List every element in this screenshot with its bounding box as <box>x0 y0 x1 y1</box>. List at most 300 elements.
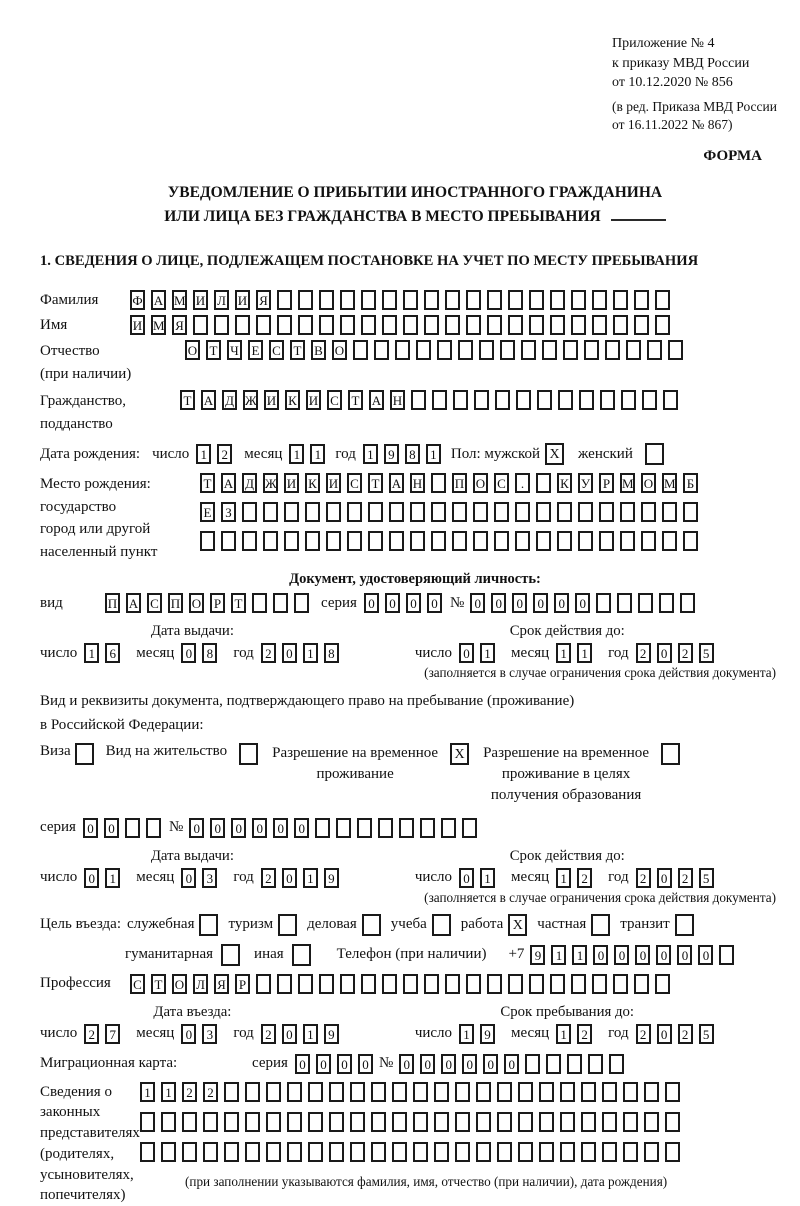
char-cell[interactable]: П <box>105 593 120 613</box>
char-cell[interactable] <box>357 818 372 838</box>
purpose-business-checkbox[interactable] <box>362 914 381 936</box>
char-cell[interactable]: 0 <box>459 868 474 888</box>
char-cell[interactable]: Е <box>248 340 263 360</box>
char-cell[interactable] <box>319 315 334 335</box>
char-cell[interactable] <box>266 1142 281 1162</box>
char-cell[interactable] <box>392 1112 407 1132</box>
char-cell[interactable] <box>466 290 481 310</box>
char-cell[interactable] <box>182 1142 197 1162</box>
char-cell[interactable] <box>413 1142 428 1162</box>
char-cell[interactable] <box>266 1082 281 1102</box>
char-cell[interactable] <box>474 390 489 410</box>
char-cell[interactable] <box>455 1082 470 1102</box>
char-cell[interactable]: И <box>193 290 208 310</box>
char-cell[interactable] <box>578 502 593 522</box>
char-cell[interactable] <box>382 315 397 335</box>
char-cell[interactable] <box>600 390 615 410</box>
char-cell[interactable]: 9 <box>480 1024 495 1044</box>
char-cell[interactable] <box>221 531 236 551</box>
char-cell[interactable]: Я <box>256 290 271 310</box>
char-cell[interactable] <box>647 340 662 360</box>
char-cell[interactable] <box>245 1142 260 1162</box>
char-cell[interactable]: 1 <box>161 1082 176 1102</box>
char-cell[interactable] <box>592 315 607 335</box>
char-cell[interactable] <box>563 340 578 360</box>
char-cell[interactable] <box>487 315 502 335</box>
char-cell[interactable] <box>319 290 334 310</box>
sex-female-checkbox[interactable] <box>645 443 664 465</box>
char-cell[interactable] <box>350 1112 365 1132</box>
char-cell[interactable] <box>473 531 488 551</box>
char-cell[interactable] <box>536 473 551 493</box>
purpose-humanitarian-checkbox[interactable] <box>221 944 240 966</box>
char-cell[interactable] <box>161 1112 176 1132</box>
char-cell[interactable]: 0 <box>181 1024 196 1044</box>
char-cell[interactable] <box>437 340 452 360</box>
char-cell[interactable]: К <box>305 473 320 493</box>
char-cell[interactable]: 2 <box>261 868 276 888</box>
char-cell[interactable]: Л <box>214 290 229 310</box>
char-cell[interactable] <box>252 593 267 613</box>
char-cell[interactable]: 8 <box>405 444 420 464</box>
char-cell[interactable]: 0 <box>210 818 225 838</box>
char-cell[interactable] <box>245 1112 260 1132</box>
char-cell[interactable] <box>529 974 544 994</box>
char-cell[interactable] <box>557 531 572 551</box>
char-cell[interactable]: 1 <box>196 444 211 464</box>
char-cell[interactable] <box>273 593 288 613</box>
char-cell[interactable] <box>266 1112 281 1132</box>
char-cell[interactable]: О <box>189 593 204 613</box>
char-cell[interactable] <box>361 290 376 310</box>
char-cell[interactable]: Б <box>683 473 698 493</box>
char-cell[interactable]: Т <box>348 390 363 410</box>
char-cell[interactable] <box>368 502 383 522</box>
char-cell[interactable] <box>500 340 515 360</box>
char-cell[interactable] <box>596 593 611 613</box>
char-cell[interactable]: 7 <box>105 1024 120 1044</box>
char-cell[interactable] <box>445 974 460 994</box>
char-cell[interactable] <box>424 974 439 994</box>
char-cell[interactable] <box>473 502 488 522</box>
char-cell[interactable] <box>546 1054 561 1074</box>
char-cell[interactable] <box>521 340 536 360</box>
char-cell[interactable]: С <box>269 340 284 360</box>
char-cell[interactable]: 1 <box>480 643 495 663</box>
char-cell[interactable]: 0 <box>441 1054 456 1074</box>
char-cell[interactable] <box>508 974 523 994</box>
char-cell[interactable] <box>224 1142 239 1162</box>
char-cell[interactable] <box>620 502 635 522</box>
char-cell[interactable]: 9 <box>324 868 339 888</box>
char-cell[interactable] <box>424 315 439 335</box>
char-cell[interactable]: О <box>473 473 488 493</box>
char-cell[interactable] <box>392 1082 407 1102</box>
char-cell[interactable]: 0 <box>273 818 288 838</box>
visa-checkbox[interactable] <box>75 743 94 765</box>
sex-male-checkbox[interactable]: X <box>545 443 564 465</box>
char-cell[interactable]: 0 <box>181 643 196 663</box>
char-cell[interactable] <box>623 1142 638 1162</box>
char-cell[interactable]: 1 <box>105 868 120 888</box>
char-cell[interactable] <box>602 1112 617 1132</box>
char-cell[interactable] <box>634 290 649 310</box>
char-cell[interactable] <box>340 315 355 335</box>
char-cell[interactable] <box>571 315 586 335</box>
char-cell[interactable] <box>413 1112 428 1132</box>
char-cell[interactable] <box>529 315 544 335</box>
char-cell[interactable] <box>665 1112 680 1132</box>
char-cell[interactable] <box>224 1112 239 1132</box>
char-cell[interactable] <box>605 340 620 360</box>
char-cell[interactable] <box>326 502 341 522</box>
char-cell[interactable]: 1 <box>459 1024 474 1044</box>
char-cell[interactable] <box>350 1082 365 1102</box>
char-cell[interactable] <box>599 502 614 522</box>
char-cell[interactable] <box>308 1112 323 1132</box>
char-cell[interactable]: 0 <box>337 1054 352 1074</box>
char-cell[interactable] <box>613 290 628 310</box>
residence-permit-checkbox[interactable] <box>239 743 258 765</box>
char-cell[interactable]: 9 <box>530 945 545 965</box>
char-cell[interactable]: О <box>172 974 187 994</box>
char-cell[interactable] <box>641 531 656 551</box>
char-cell[interactable] <box>581 1142 596 1162</box>
char-cell[interactable]: И <box>235 290 250 310</box>
char-cell[interactable]: 2 <box>203 1082 218 1102</box>
char-cell[interactable]: 0 <box>364 593 379 613</box>
char-cell[interactable] <box>431 531 446 551</box>
char-cell[interactable]: М <box>172 290 187 310</box>
char-cell[interactable] <box>277 315 292 335</box>
char-cell[interactable] <box>256 315 271 335</box>
char-cell[interactable]: 0 <box>427 593 442 613</box>
char-cell[interactable] <box>680 593 695 613</box>
char-cell[interactable]: 0 <box>554 593 569 613</box>
char-cell[interactable] <box>389 531 404 551</box>
char-cell[interactable]: 2 <box>636 868 651 888</box>
char-cell[interactable]: 0 <box>575 593 590 613</box>
char-cell[interactable] <box>284 531 299 551</box>
char-cell[interactable] <box>634 315 649 335</box>
char-cell[interactable] <box>683 531 698 551</box>
char-cell[interactable] <box>571 974 586 994</box>
char-cell[interactable] <box>479 340 494 360</box>
char-cell[interactable]: 1 <box>303 868 318 888</box>
char-cell[interactable]: М <box>151 315 166 335</box>
char-cell[interactable]: Я <box>172 315 187 335</box>
char-cell[interactable]: З <box>221 502 236 522</box>
char-cell[interactable]: Д <box>222 390 237 410</box>
purpose-official-checkbox[interactable] <box>199 914 218 936</box>
char-cell[interactable] <box>382 290 397 310</box>
char-cell[interactable] <box>550 315 565 335</box>
char-cell[interactable] <box>361 974 376 994</box>
char-cell[interactable] <box>599 531 614 551</box>
char-cell[interactable] <box>620 531 635 551</box>
char-cell[interactable] <box>659 593 674 613</box>
char-cell[interactable]: 0 <box>294 818 309 838</box>
char-cell[interactable] <box>140 1142 155 1162</box>
char-cell[interactable] <box>494 531 509 551</box>
char-cell[interactable] <box>308 1142 323 1162</box>
char-cell[interactable]: 1 <box>556 1024 571 1044</box>
char-cell[interactable]: 0 <box>181 868 196 888</box>
char-cell[interactable]: 0 <box>462 1054 477 1074</box>
char-cell[interactable]: 0 <box>231 818 246 838</box>
char-cell[interactable] <box>567 1054 582 1074</box>
char-cell[interactable]: Ф <box>130 290 145 310</box>
char-cell[interactable]: 0 <box>677 945 692 965</box>
char-cell[interactable]: 0 <box>698 945 713 965</box>
char-cell[interactable] <box>445 315 460 335</box>
char-cell[interactable] <box>617 593 632 613</box>
char-cell[interactable] <box>642 390 657 410</box>
char-cell[interactable] <box>315 818 330 838</box>
char-cell[interactable]: 0 <box>635 945 650 965</box>
char-cell[interactable] <box>516 390 531 410</box>
char-cell[interactable] <box>455 1112 470 1132</box>
char-cell[interactable]: 1 <box>556 643 571 663</box>
char-cell[interactable]: М <box>662 473 677 493</box>
char-cell[interactable]: Т <box>200 473 215 493</box>
char-cell[interactable] <box>455 1142 470 1162</box>
char-cell[interactable]: Д <box>242 473 257 493</box>
char-cell[interactable] <box>476 1082 491 1102</box>
char-cell[interactable] <box>214 315 229 335</box>
char-cell[interactable] <box>497 1082 512 1102</box>
purpose-other-checkbox[interactable] <box>292 944 311 966</box>
char-cell[interactable]: 8 <box>324 643 339 663</box>
char-cell[interactable]: 0 <box>504 1054 519 1074</box>
char-cell[interactable] <box>350 1142 365 1162</box>
char-cell[interactable]: К <box>285 390 300 410</box>
purpose-private-checkbox[interactable] <box>591 914 610 936</box>
edu-permit-checkbox[interactable] <box>661 743 680 765</box>
char-cell[interactable]: 2 <box>182 1082 197 1102</box>
char-cell[interactable] <box>140 1112 155 1132</box>
char-cell[interactable] <box>644 1112 659 1132</box>
char-cell[interactable]: Р <box>599 473 614 493</box>
char-cell[interactable] <box>602 1082 617 1102</box>
char-cell[interactable] <box>626 340 641 360</box>
char-cell[interactable] <box>518 1112 533 1132</box>
char-cell[interactable] <box>263 502 278 522</box>
char-cell[interactable] <box>245 1082 260 1102</box>
char-cell[interactable]: Е <box>200 502 215 522</box>
char-cell[interactable]: 2 <box>577 1024 592 1044</box>
char-cell[interactable] <box>235 315 250 335</box>
char-cell[interactable] <box>434 1142 449 1162</box>
char-cell[interactable] <box>571 290 586 310</box>
purpose-work-checkbox[interactable]: X <box>508 914 527 936</box>
char-cell[interactable] <box>539 1142 554 1162</box>
char-cell[interactable] <box>371 1142 386 1162</box>
char-cell[interactable]: И <box>306 390 321 410</box>
char-cell[interactable] <box>319 974 334 994</box>
char-cell[interactable] <box>329 1112 344 1132</box>
char-cell[interactable]: 0 <box>104 818 119 838</box>
char-cell[interactable] <box>182 1112 197 1132</box>
char-cell[interactable] <box>655 315 670 335</box>
char-cell[interactable] <box>518 1082 533 1102</box>
char-cell[interactable]: С <box>130 974 145 994</box>
char-cell[interactable] <box>466 315 481 335</box>
char-cell[interactable] <box>392 1142 407 1162</box>
char-cell[interactable] <box>462 818 477 838</box>
char-cell[interactable]: 0 <box>614 945 629 965</box>
char-cell[interactable]: В <box>311 340 326 360</box>
char-cell[interactable] <box>508 290 523 310</box>
char-cell[interactable] <box>411 390 426 410</box>
char-cell[interactable] <box>719 945 734 965</box>
char-cell[interactable] <box>655 974 670 994</box>
char-cell[interactable] <box>203 1112 218 1132</box>
char-cell[interactable]: С <box>327 390 342 410</box>
char-cell[interactable]: 0 <box>189 818 204 838</box>
char-cell[interactable] <box>347 502 362 522</box>
char-cell[interactable] <box>340 974 355 994</box>
char-cell[interactable] <box>431 473 446 493</box>
char-cell[interactable] <box>298 290 313 310</box>
char-cell[interactable] <box>452 502 467 522</box>
char-cell[interactable]: А <box>126 593 141 613</box>
char-cell[interactable] <box>308 1082 323 1102</box>
char-cell[interactable]: Ч <box>227 340 242 360</box>
char-cell[interactable]: 3 <box>202 1024 217 1044</box>
char-cell[interactable]: И <box>326 473 341 493</box>
char-cell[interactable] <box>497 1142 512 1162</box>
char-cell[interactable]: С <box>147 593 162 613</box>
char-cell[interactable]: Р <box>210 593 225 613</box>
char-cell[interactable] <box>621 390 636 410</box>
char-cell[interactable] <box>413 1082 428 1102</box>
char-cell[interactable]: 2 <box>84 1024 99 1044</box>
char-cell[interactable] <box>515 531 530 551</box>
char-cell[interactable] <box>560 1112 575 1132</box>
char-cell[interactable]: 0 <box>656 945 671 965</box>
char-cell[interactable]: 0 <box>316 1054 331 1074</box>
char-cell[interactable]: 0 <box>399 1054 414 1074</box>
purpose-tourism-checkbox[interactable] <box>278 914 297 936</box>
char-cell[interactable] <box>581 1082 596 1102</box>
char-cell[interactable]: 0 <box>385 593 400 613</box>
char-cell[interactable]: 0 <box>282 868 297 888</box>
char-cell[interactable] <box>508 315 523 335</box>
char-cell[interactable]: Т <box>290 340 305 360</box>
char-cell[interactable] <box>487 974 502 994</box>
char-cell[interactable]: 0 <box>533 593 548 613</box>
char-cell[interactable]: С <box>494 473 509 493</box>
purpose-transit-checkbox[interactable] <box>675 914 694 936</box>
char-cell[interactable] <box>560 1082 575 1102</box>
char-cell[interactable] <box>495 390 510 410</box>
char-cell[interactable]: К <box>557 473 572 493</box>
char-cell[interactable] <box>374 340 389 360</box>
char-cell[interactable]: 1 <box>551 945 566 965</box>
char-cell[interactable]: 0 <box>470 593 485 613</box>
char-cell[interactable] <box>256 974 271 994</box>
char-cell[interactable] <box>424 290 439 310</box>
char-cell[interactable] <box>329 1142 344 1162</box>
char-cell[interactable]: 1 <box>310 444 325 464</box>
char-cell[interactable] <box>298 315 313 335</box>
char-cell[interactable]: 1 <box>140 1082 155 1102</box>
char-cell[interactable]: 1 <box>289 444 304 464</box>
char-cell[interactable]: 0 <box>295 1054 310 1074</box>
char-cell[interactable] <box>382 974 397 994</box>
char-cell[interactable] <box>434 1082 449 1102</box>
char-cell[interactable]: И <box>130 315 145 335</box>
char-cell[interactable] <box>579 390 594 410</box>
char-cell[interactable] <box>458 340 473 360</box>
char-cell[interactable]: 0 <box>282 643 297 663</box>
char-cell[interactable]: Т <box>368 473 383 493</box>
char-cell[interactable] <box>287 1082 302 1102</box>
char-cell[interactable] <box>361 315 376 335</box>
char-cell[interactable] <box>663 390 678 410</box>
char-cell[interactable]: Т <box>231 593 246 613</box>
char-cell[interactable] <box>263 531 278 551</box>
char-cell[interactable] <box>336 818 351 838</box>
char-cell[interactable]: 9 <box>384 444 399 464</box>
char-cell[interactable]: П <box>168 593 183 613</box>
char-cell[interactable] <box>641 502 656 522</box>
char-cell[interactable]: Р <box>235 974 250 994</box>
char-cell[interactable]: И <box>264 390 279 410</box>
char-cell[interactable] <box>557 502 572 522</box>
char-cell[interactable] <box>403 974 418 994</box>
char-cell[interactable] <box>581 1112 596 1132</box>
char-cell[interactable]: 2 <box>678 643 693 663</box>
char-cell[interactable]: 0 <box>420 1054 435 1074</box>
char-cell[interactable]: О <box>185 340 200 360</box>
char-cell[interactable] <box>668 340 683 360</box>
char-cell[interactable]: Т <box>151 974 166 994</box>
char-cell[interactable] <box>305 502 320 522</box>
char-cell[interactable]: 2 <box>217 444 232 464</box>
char-cell[interactable]: 2 <box>636 1024 651 1044</box>
char-cell[interactable] <box>403 290 418 310</box>
char-cell[interactable] <box>536 502 551 522</box>
char-cell[interactable] <box>353 340 368 360</box>
char-cell[interactable] <box>588 1054 603 1074</box>
char-cell[interactable] <box>609 1054 624 1074</box>
char-cell[interactable]: 1 <box>303 1024 318 1044</box>
char-cell[interactable] <box>662 502 677 522</box>
char-cell[interactable] <box>403 315 418 335</box>
char-cell[interactable] <box>476 1112 491 1132</box>
char-cell[interactable] <box>638 593 653 613</box>
char-cell[interactable]: Т <box>180 390 195 410</box>
char-cell[interactable] <box>347 531 362 551</box>
char-cell[interactable] <box>242 502 257 522</box>
char-cell[interactable]: 5 <box>699 868 714 888</box>
char-cell[interactable] <box>578 531 593 551</box>
char-cell[interactable] <box>284 502 299 522</box>
char-cell[interactable]: 0 <box>84 868 99 888</box>
char-cell[interactable] <box>466 974 481 994</box>
char-cell[interactable] <box>277 974 292 994</box>
char-cell[interactable]: Ж <box>263 473 278 493</box>
char-cell[interactable] <box>329 1082 344 1102</box>
purpose-study-checkbox[interactable] <box>432 914 451 936</box>
char-cell[interactable] <box>592 290 607 310</box>
char-cell[interactable]: 2 <box>678 868 693 888</box>
char-cell[interactable] <box>665 1082 680 1102</box>
char-cell[interactable] <box>539 1112 554 1132</box>
char-cell[interactable]: И <box>284 473 299 493</box>
